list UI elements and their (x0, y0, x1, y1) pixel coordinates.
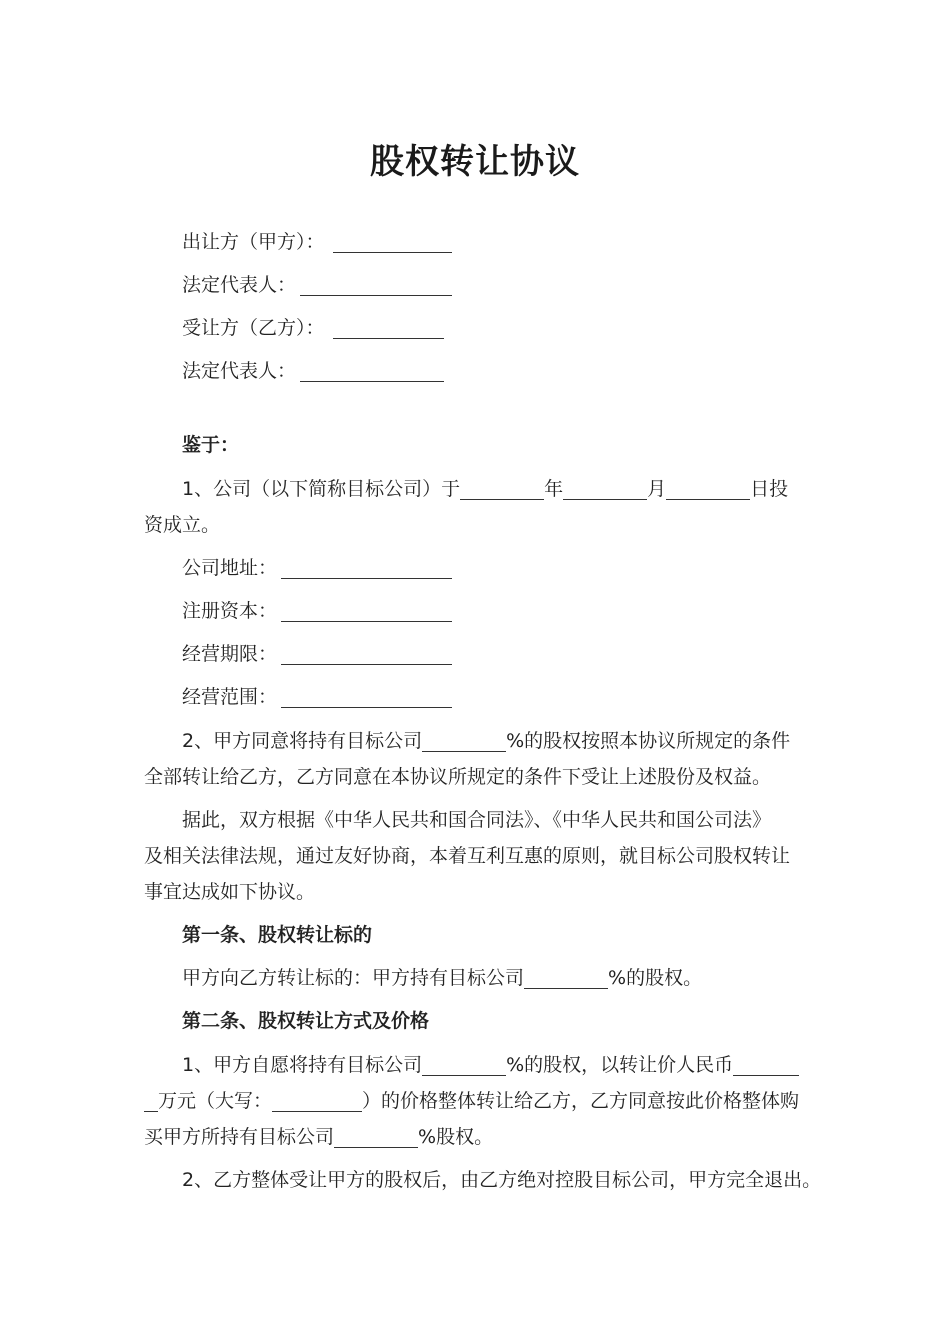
article2-p1-d: ）的价格整体转让给乙方，乙方同意按此价格整体购 (362, 1090, 800, 1112)
article1-text (182, 965, 702, 991)
article2-p1-b: %的股权，以转让价人民币 (506, 1054, 734, 1076)
transferee-label: 受让方（乙方）： (182, 317, 325, 339)
rep2-line (182, 358, 444, 384)
price-blank-cont[interactable] (144, 1091, 158, 1112)
page-title: 股权转让协议 (370, 142, 580, 182)
basis-line-2: 及相关法律法规，通过友好协商，本着互利互惠的原则，就目标公司股权转让 (144, 845, 791, 867)
price-blank[interactable] (733, 1055, 799, 1076)
price-words-blank[interactable] (272, 1091, 362, 1112)
item1-text: 1、公司（以下简称目标公司）于 (182, 478, 461, 500)
article2-p1-line2 (144, 1088, 799, 1114)
transferee-blank[interactable] (333, 318, 444, 339)
term-blank[interactable] (281, 644, 452, 665)
article2-p1-line1 (182, 1052, 799, 1078)
whereas-item1 (182, 476, 788, 502)
percent-blank-4[interactable] (334, 1127, 418, 1148)
transferor-blank[interactable] (333, 232, 452, 253)
address-blank[interactable] (281, 558, 452, 579)
transferee-line (182, 315, 444, 341)
basis-line-1: 据此，双方根据《中华人民共和国合同法》、《中华人民共和国公司法》 (182, 809, 772, 831)
article1-text-a: 甲方向乙方转让标的：甲方持有目标公司 (182, 967, 525, 989)
capital-label: 注册资本： (182, 600, 278, 622)
address-label: 公司地址： (182, 557, 278, 579)
term-line (182, 641, 452, 667)
article1-text-b: %的股权。 (608, 967, 703, 989)
scope-line (182, 684, 452, 710)
day-blank[interactable] (666, 479, 750, 500)
rep1-blank[interactable] (300, 275, 452, 296)
day-label: 日投 (750, 478, 789, 500)
capital-line (182, 598, 452, 624)
article2-p1-line3 (144, 1124, 493, 1150)
article2-p1-a: 1、甲方自愿将持有目标公司 (182, 1054, 423, 1076)
whereas-item2-cont: 全部转让给乙方，乙方同意在本协议所规定的条件下受让上述股份及权益。 (144, 766, 772, 788)
rep2-blank[interactable] (300, 361, 444, 382)
capital-blank[interactable] (281, 601, 452, 622)
item2-text: 2、甲方同意将持有目标公司 (182, 730, 423, 752)
article2-heading: 第二条、股权转让方式及价格 (182, 1010, 430, 1032)
rep1-label: 法定代表人： (182, 274, 297, 296)
percent-blank-1[interactable] (422, 731, 506, 752)
article2-p1-c: 万元（大写： (158, 1090, 273, 1112)
scope-blank[interactable] (281, 687, 452, 708)
month-label: 月 (647, 478, 667, 500)
address-line (182, 555, 452, 581)
basis-line-3: 事宜达成如下协议。 (144, 881, 316, 903)
article2-p1-e: 买甲方所持有目标公司 (144, 1126, 335, 1148)
year-blank[interactable] (460, 479, 544, 500)
whereas-heading: 鉴于： (182, 434, 240, 456)
month-blank[interactable] (563, 479, 647, 500)
rep2-label: 法定代表人： (182, 360, 297, 382)
rep1-line (182, 272, 452, 298)
scope-label: 经营范围： (182, 686, 278, 708)
article2-p1-f: %股权。 (418, 1126, 494, 1148)
article1-heading: 第一条、股权转让标的 (182, 924, 373, 946)
whereas-item1-cont: 资成立。 (144, 514, 221, 536)
item2-text-cont: %的股权按照本协议所规定的条件 (506, 730, 791, 752)
transferor-line (182, 229, 452, 255)
year-label: 年 (544, 478, 564, 500)
percent-blank-2[interactable] (524, 968, 608, 989)
whereas-item2 (182, 728, 790, 754)
transferor-label: 出让方（甲方）： (182, 231, 325, 253)
article2-p2: 2、乙方整体受让甲方的股权后，由乙方绝对控股目标公司，甲方完全退出。 (182, 1169, 822, 1191)
percent-blank-3[interactable] (422, 1055, 506, 1076)
term-label: 经营期限： (182, 643, 278, 665)
